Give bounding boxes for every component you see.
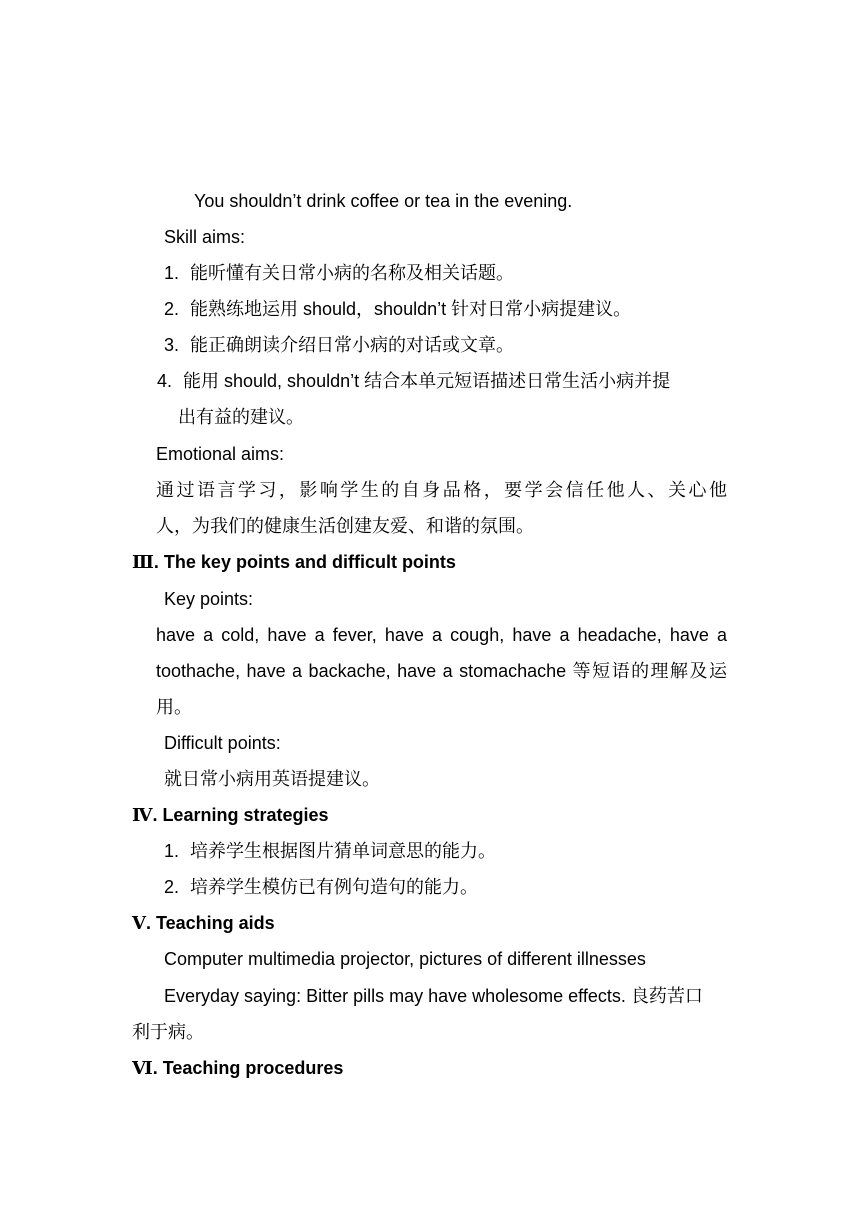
- section-heading: [132, 1056, 343, 1081]
- section-heading: [132, 550, 456, 575]
- example-sentence: You shouldn’t drink coffee or tea in the evening.: [194, 191, 573, 211]
- skill-aim-item: [164, 261, 514, 285]
- roman-numeral: Ⅲ: [132, 552, 154, 573]
- list-text: 能熟练地运用 should，shouldn’t 针对日常小病提建议。: [190, 299, 632, 319]
- list-number: 2.: [164, 299, 180, 319]
- skill-aim-item: [164, 297, 631, 321]
- teaching-aids-text: Computer multimedia projector, pictures of different illnesses: [164, 949, 646, 969]
- list-number: 1.: [164, 263, 180, 283]
- section-heading-text: . Learning strategies: [152, 805, 329, 825]
- section-heading-text: . Teaching procedures: [152, 1058, 344, 1078]
- roman-numeral: Ⅵ: [132, 1058, 153, 1079]
- emotional-aims-label: Emotional aims:: [156, 444, 285, 464]
- skill-aim-continuation: 出有益的建议。: [178, 407, 304, 427]
- section-heading-text: . Teaching aids: [145, 913, 275, 933]
- list-text: 能用 should, shouldn’t 结合本单元短语描述日常生活小病并提: [183, 371, 671, 391]
- list-text: 能听懂有关日常小病的名称及相关话题。: [190, 263, 514, 283]
- list-number: 1.: [164, 841, 180, 861]
- section-heading: [132, 911, 275, 936]
- list-number: 2.: [164, 877, 180, 897]
- everyday-saying-continuation: 利于病。: [132, 1022, 204, 1042]
- key-points-label: Key points:: [164, 589, 254, 609]
- key-points-text: have a cold, have a fever, have a cough, have a headache, have a: [156, 625, 727, 645]
- list-text: 能正确朗读介绍日常小病的对话或文章。: [190, 335, 514, 355]
- emotional-aims-text: 人，为我们的健康生活创建友爱、和谐的氛围。: [156, 516, 534, 536]
- skill-aim-item: [157, 369, 670, 393]
- key-points-text: toothache, have a backache, have a stomachache 等短语的理解及运: [156, 661, 727, 681]
- skill-aim-item: [164, 333, 514, 357]
- skill-aims-label: Skill aims:: [164, 227, 246, 247]
- strategy-item: [164, 875, 478, 899]
- section-heading-text: . The key points and difficult points: [153, 552, 456, 572]
- roman-numeral: Ⅳ: [132, 805, 153, 826]
- strategy-item: [164, 839, 496, 863]
- key-points-text: 用。: [156, 697, 192, 717]
- list-number: 4.: [157, 371, 173, 391]
- list-number: 3.: [164, 335, 180, 355]
- roman-numeral: Ⅴ: [132, 913, 146, 934]
- difficult-points-text: 就日常小病用英语提建议。: [164, 769, 380, 789]
- emotional-aims-text: 通过语言学习，影响学生的自身品格，要学会信任他人、关心他: [156, 480, 727, 500]
- list-text: 培养学生模仿已有例句造句的能力。: [190, 877, 478, 897]
- everyday-saying: Everyday saying: Bitter pills may have wholesome effects. 良药苦口: [164, 986, 703, 1006]
- difficult-points-label: Difficult points:: [164, 733, 281, 753]
- section-heading: [132, 803, 329, 828]
- list-text: 培养学生根据图片猜单词意思的能力。: [190, 841, 496, 861]
